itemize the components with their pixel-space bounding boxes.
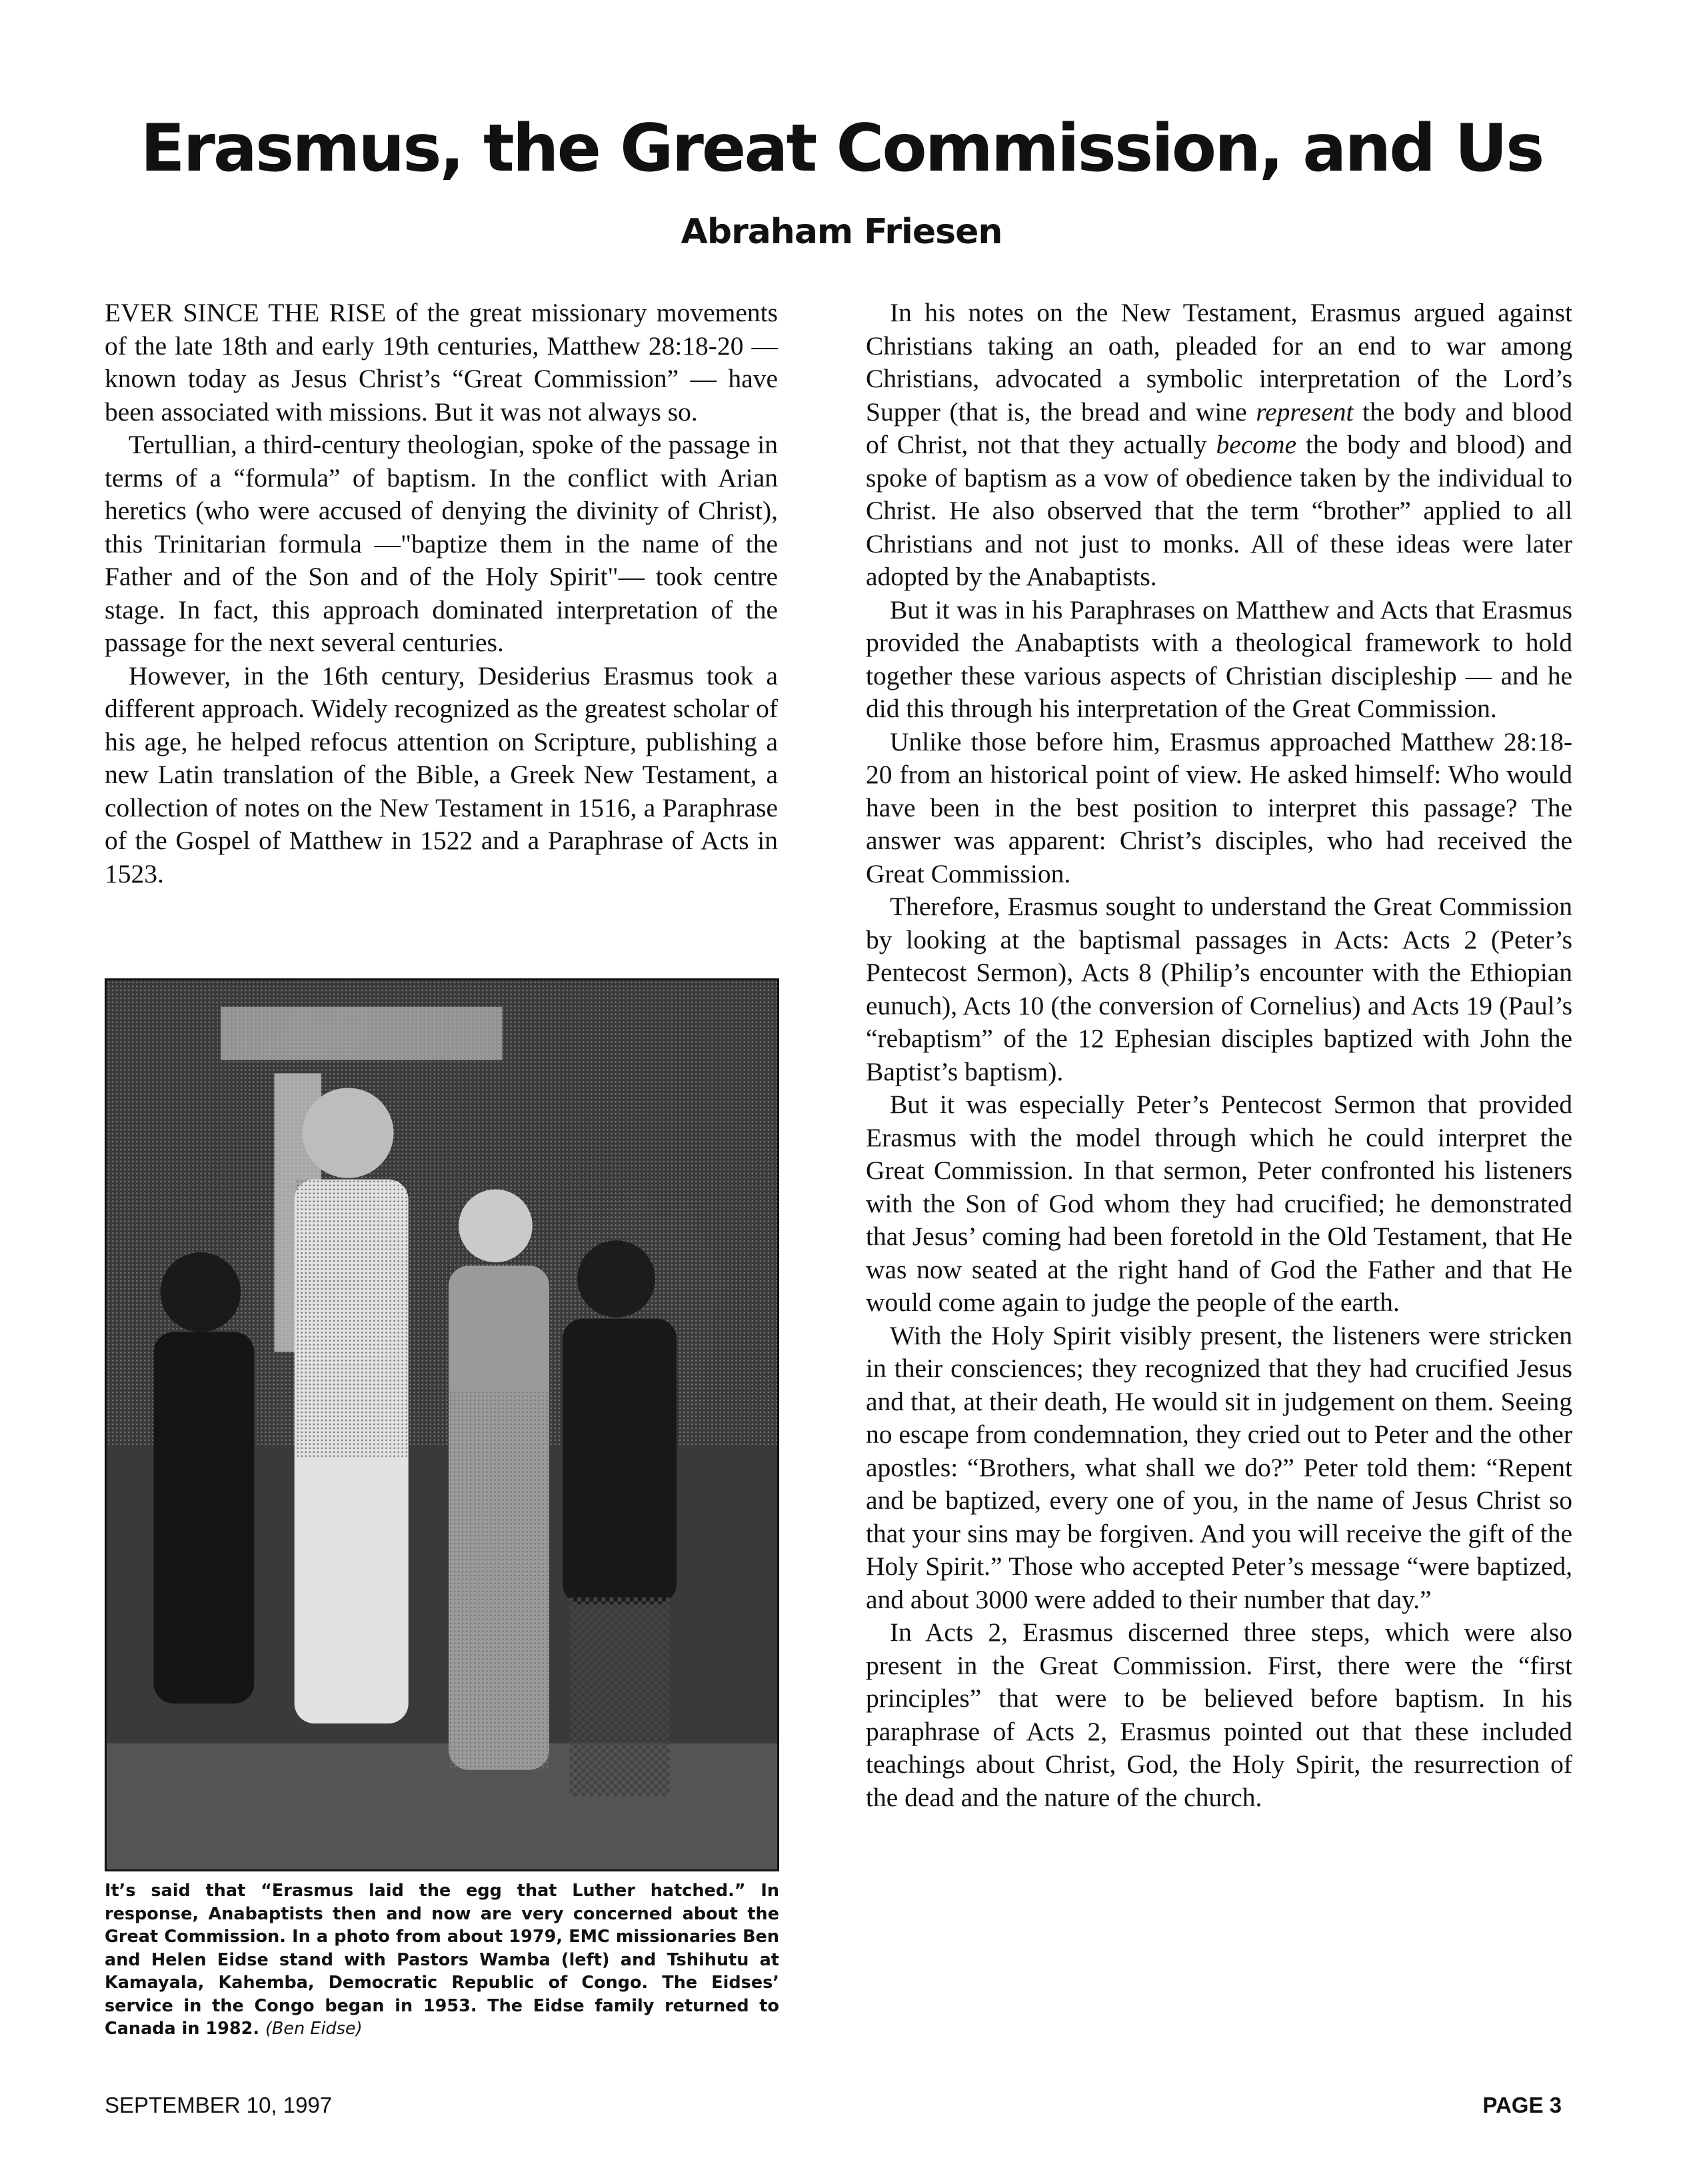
body-paragraph: But it was in his Paraphrases on Matthew and Acts that Erasmus provided the Anabaptists with a theological framework to hold together these various aspects of Christian discipleship — and he did this through his interpretation of the Great Commission. bbox=[866, 594, 1572, 723]
page-number: PAGE 3 bbox=[1482, 2093, 1562, 2117]
photo-credit: (Ben Eidse) bbox=[265, 2019, 363, 2039]
emphasis-represent: represent bbox=[1256, 397, 1354, 427]
left-column bbox=[105, 297, 778, 890]
issue-date: SEPTEMBER 10, 1997 bbox=[105, 2093, 333, 2117]
body-paragraph bbox=[866, 297, 1572, 594]
body-paragraph: Tertullian, a third-century theologian, spoke of the passage in terms of a “formula” of baptism. In the conflict with Arian heretics (who were accused of denying the divinity of Christ), this Trinitarian formula —"baptize them in the name of the Father and of the Son and of the Holy Spirit"— took centre stage. In fact, this approach dominated interpretation of the passage for the next several centuries. bbox=[105, 430, 778, 657]
body-paragraph: Unlike those before him, Erasmus approached Matthew 28:18-20 from an historical point of view. He asked himself: Who would have been in the best position to interpret this passage? The answer was apparent: Christ’s disciples, who had received the Great Commission. bbox=[866, 726, 1572, 888]
text-run: the body and blood of Christ, not that they actually bbox=[866, 397, 1572, 459]
missionaries-photo bbox=[105, 978, 779, 1871]
body-paragraph: In Acts 2, Erasmus discerned three steps, which were also present in the Great Commission. First, there were the “first principles” that were to be believed before baptism. In his paraphrase of Acts 2, Erasmus pointed out that these included teachings about Christ, God, the Holy Spirit, the resurrection of the dead and the nature of the church. bbox=[866, 1618, 1572, 1812]
body-paragraph: However, in the 16th century, Desiderius Erasmus took a different approach. Widely recognized as the greatest scholar of his age, he helped refocus attention on Scripture, publishing a new Latin translation of the Bible, a Greek New Testament, a collection of notes on the New Testament in 1516, a Paraphrase of the Gospel of Matthew in 1522 and a Paraphrase of Acts in 1523. bbox=[105, 660, 778, 888]
right-column bbox=[866, 297, 1572, 1814]
body-paragraph: With the Holy Spirit visibly present, the listeners were stricken in their consciences; they recognized that they had crucified Jesus and that, at their death, He would sit in judgement on them. Seeing no escape from condemnation, they cried out to Peter and the other apostles: “Brothers, what shall we do?” Peter told them: “Repent and be baptized, every one of you, in the name of Jesus Christ so that your sins may be forgiven. And you will receive the gift of the Holy Spirit.” Those who accepted Peter’s message “were baptized, and about 3000 were added to their number that day.” bbox=[866, 1320, 1572, 1614]
author-byline: Abraham Friesen bbox=[681, 212, 1002, 252]
emphasis-become: become bbox=[1216, 430, 1297, 459]
photo-caption bbox=[105, 1879, 779, 2041]
body-paragraph: EVER SINCE THE RISE of the great missionary movements of the late 18th and early 19th centuries, Matthew 28:18-20 — known today as Jesus Christ’s “Great Commission” — have been associated with missions. But it was not always so. bbox=[105, 298, 778, 427]
text-run: In his notes on the New Testament, Erasmus argued against Christians taking an oath, pleaded for an end to war among Christians, advocated a symbolic interpretation of the Lord’s Supper (that is, the bread and wine bbox=[866, 298, 1572, 427]
body-paragraph: But it was especially Peter’s Pentecost Sermon that provided Erasmus with the model through which he could interpret the Great Commission. In that sermon, Peter confronted his listeners with the Son of God whom they had crucified; he demonstrated that Jesus’ coming had been foretold in the Old Testament, that He was now seated at the right hand of God the Father and that He would come again to judge the people of the earth. bbox=[866, 1090, 1572, 1317]
article-title: Erasmus, the Great Commission, and Us bbox=[140, 111, 1543, 187]
text-run: the body and blood) and spoke of baptism as a vow of obedience taken by the individual to Christ. He also observed that the term “brother” applied to all Christians and not just to monks. All of these ideas were later adopted by the Anabaptists. bbox=[866, 430, 1572, 591]
photo-illustration bbox=[107, 980, 777, 1869]
body-paragraph: Therefore, Erasmus sought to understand the Great Commission by looking at the baptismal passages in Acts: Acts 2 (Peter’s Pentecost Sermon), Acts 8 (Philip’s encounter with the Ethiopian eunuch), Acts 10 (the conversion of Cornelius) and Acts 19 (Paul’s “rebaptism” of the 12 Ephesian disciples baptized with John the Baptist’s baptism). bbox=[866, 892, 1572, 1086]
caption-text: It’s said that “Erasmus laid the egg that Luther hatched.” In response, Anabaptists then and now are very concerned about the Great Commission. In a photo from about 1979, EMC missionaries Ben and Helen Eidse stand with Pastors Wamba (left) and Tshihutu at Kamayala, Kahemba, Democratic Republic of Congo. The Eidses’ service in the Congo began in 1953. The Eidse family returned to Canada in 1982. bbox=[105, 1881, 779, 2039]
